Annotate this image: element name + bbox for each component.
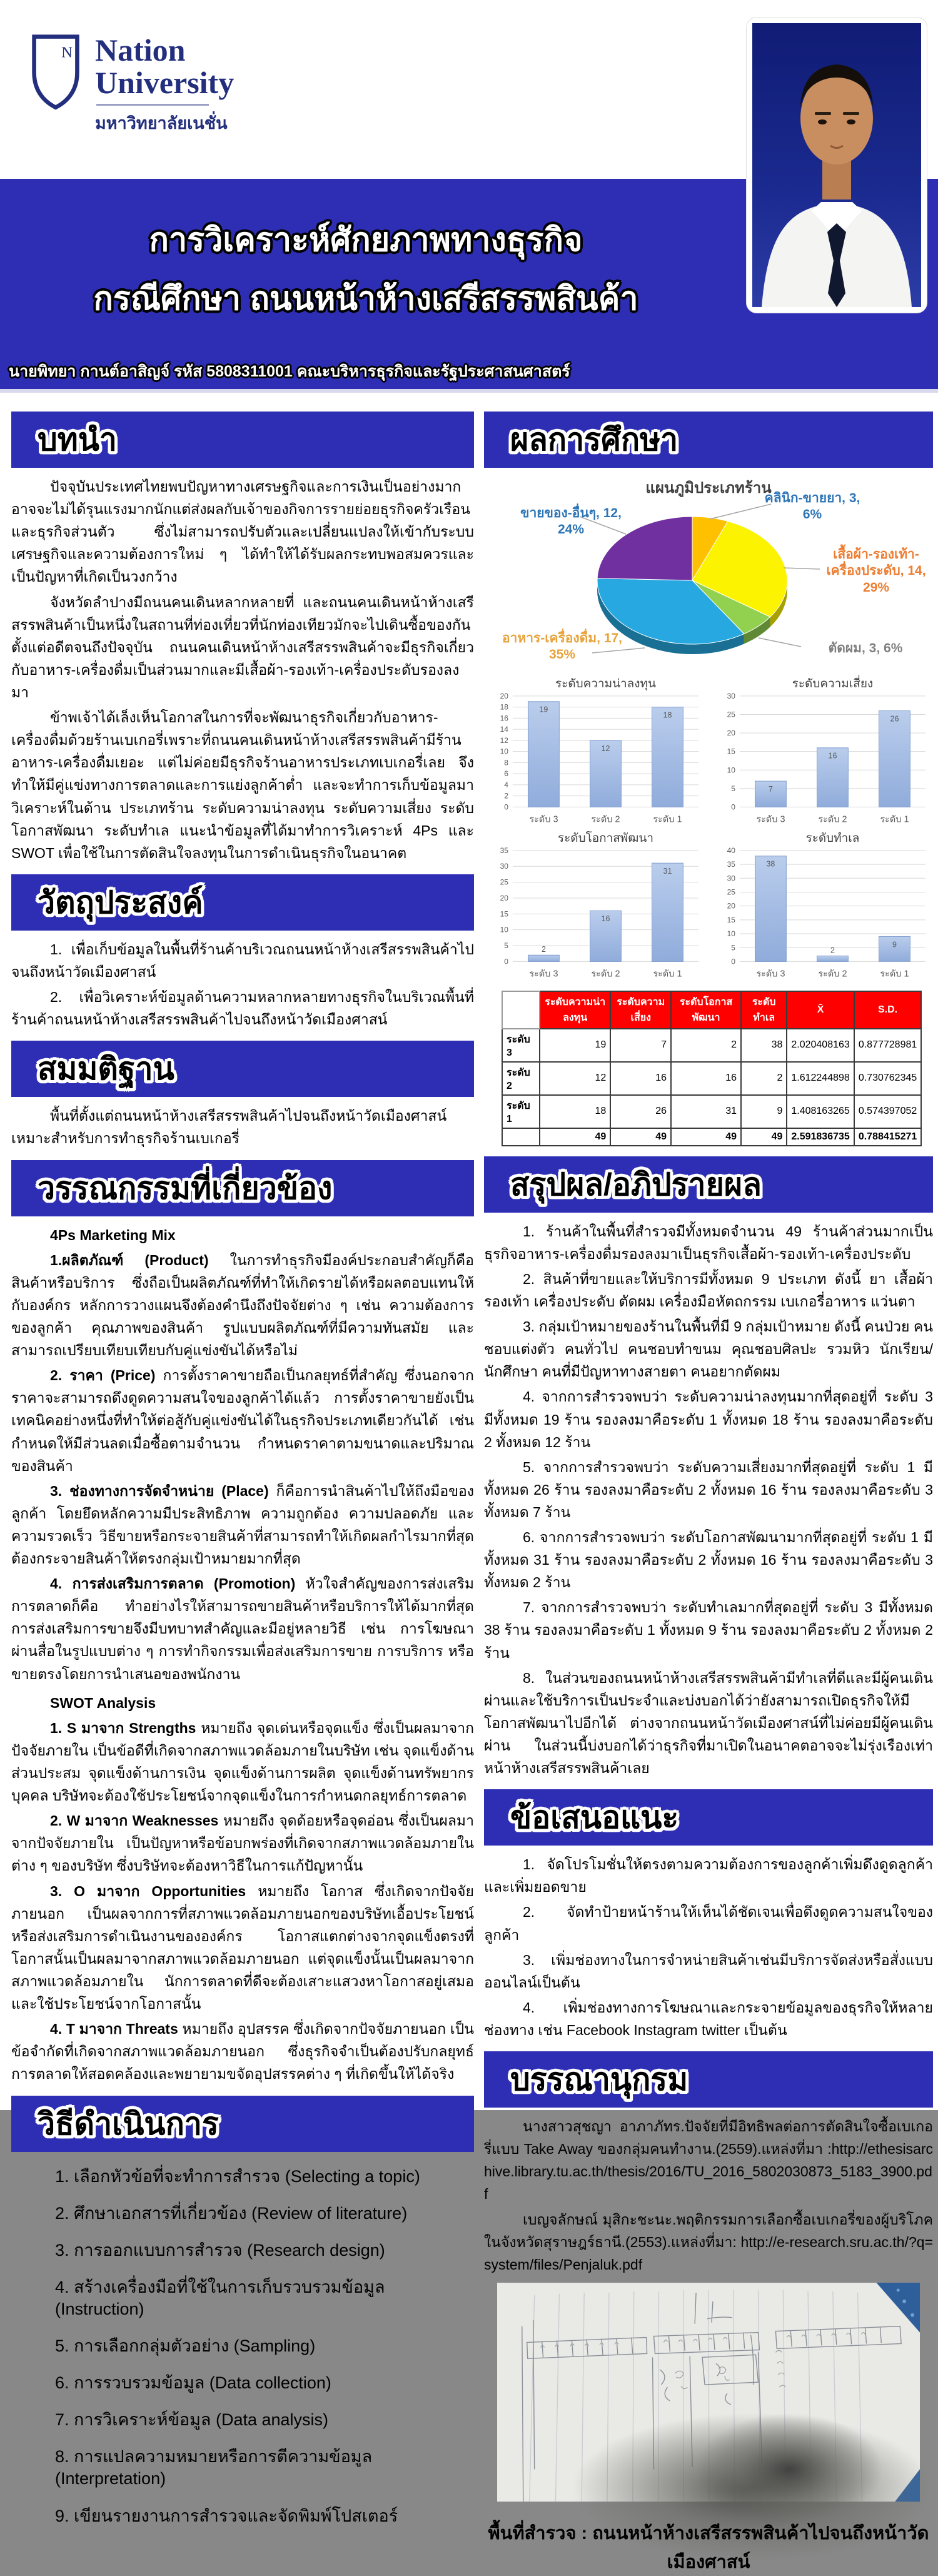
svg-text:20: 20	[727, 729, 735, 738]
svg-text:12: 12	[500, 735, 508, 745]
paragraph: ปัจจุบันประเทศไทยพบปัญหาทางเศรษฐกิจและการเงินเป็นอย่างมาก อาจจะไม่ได้รุนแรงมากนักแต่ส่งผลกับเจ้าของกิจการรายย่อยธุรกิจครัวเรือนและธุรกิจส่วนตัว ซึ่งไม่สามารถปรับตัวและเปลี่ยนแปลงให้เข้ากับระบบเศรษฐกิจและความต้องการใหม่ ๆ ได้ทำให้ได้รับผลกระทบพอสมควรและเป็นปัญหาที่เกิดเป็นวงกว้าง	[11, 478, 474, 585]
bibliography-text	[484, 2115, 933, 2276]
suggestion-item: 4. เพิ่มช่องทางการโฆษณาและกระจายข้อมูลของธุรกิจให้หลายช่องทาง เช่น Facebook Instagram twitter เป็นต้น	[484, 1999, 933, 2039]
svg-text:25: 25	[727, 710, 735, 719]
svg-text:38: 38	[766, 860, 775, 869]
bar	[755, 856, 787, 962]
svg-text:5: 5	[504, 941, 508, 951]
section-heading-label: ข้อเสนอแนะ	[510, 1800, 679, 1836]
method-step: 6. การรวบรวมข้อมูล (Data collection)	[55, 2373, 331, 2393]
svg-text:20: 20	[500, 691, 508, 700]
table-header-cell: X̄	[787, 991, 854, 1029]
table-cell: 19	[540, 1029, 610, 1062]
logo-name-line2: University	[95, 65, 234, 100]
svg-text:30: 30	[500, 862, 508, 871]
table-cell: 1.612244898	[787, 1062, 854, 1095]
bar-chart-risk	[712, 677, 932, 827]
table-cell: 49	[741, 1128, 787, 1146]
section-heading-method	[11, 2096, 474, 2152]
svg-text:30: 30	[727, 874, 735, 883]
table-cell: 49	[610, 1128, 671, 1146]
item-lead: 4. การส่งเสริมการตลาด (Promotion)	[50, 1575, 296, 1592]
section-heading-results	[484, 412, 933, 468]
svg-text:ระดับ 2: ระดับ 2	[591, 814, 620, 825]
paragraph	[11, 1364, 474, 1477]
svg-text:ระดับ 3: ระดับ 3	[756, 969, 785, 979]
item-lead: 1.ผลิตภัณฑ์ (Product)	[50, 1251, 209, 1268]
author-line: นายพิทยา กานต์อาสิญจ์ รหัส 5808311001 คณะบริหารธุรกิจและรัฐประศาสนศาสตร์	[9, 363, 570, 380]
list-item: 2. เพื่อวิเคราะห์ข้อมูลด้านความหลากหลายทางธุรกิจในบริเวณพื้นที่ร้านค้าถนนหน้าห้างเสรีสรรพสินค้าไปจนถึงหน้าวัดเมืองศาสน์	[11, 989, 474, 1028]
list-item: 1. เพื่อเก็บข้อมูลในพื้นที่ร้านค้าบริเวณถนนหน้าห้างเสรีสรรพสินค้าไปจนถึงหน้าวัดเมืองศาสน์	[11, 941, 474, 980]
survey-sketch-photo	[497, 2282, 920, 2502]
svg-text:8: 8	[504, 758, 508, 767]
table-cell: 1.408163265	[787, 1095, 854, 1128]
section-heading-label: สมมติฐาน	[38, 1051, 174, 1087]
section-heading-label: วิธีดำเนินการ	[38, 2106, 219, 2141]
student-portrait-image	[752, 23, 921, 307]
intro-text	[11, 475, 474, 864]
bar	[528, 702, 560, 807]
svg-text:19: 19	[539, 705, 548, 714]
pie-slice-label: ขายของ-อื่นๆ, 12, 24%	[520, 506, 622, 537]
summary-item: 5. จากการสำรวจพบว่า ระดับความเสี่ยงมากที่สุดอยู่ที่ ระดับ 1 มีทั้งหมด 26 ร้าน รองลงมาคือระดับ 2 ทั้งหมด 16 ร้าน รองลงมาคือระดับ 3 ทั้งหมด 7 ร้าน	[484, 1458, 933, 1520]
student-photo	[747, 18, 927, 313]
item-lead: 4. T มาจาก Threats	[50, 2021, 178, 2038]
svg-text:N: N	[61, 44, 73, 61]
svg-text:5: 5	[731, 943, 735, 952]
svg-text:9: 9	[892, 940, 897, 949]
svg-text:20: 20	[727, 901, 735, 911]
svg-text:16: 16	[601, 914, 610, 924]
bar-chart-location	[712, 832, 932, 981]
item-body: หัวใจสำคัญของการส่งเสริมการตลาดก็คือ ทำอย่างไรให้สามารถขายสินค้าหรือบริการให้ได้มากที่สุด การส่งเสริมการขายจึงมีบทบาทสำคัญและมีอยู่หลายวิธี เช่น การโฆษณาผ่านสื่อในรูปแบบต่าง ๆ การทำกิจกรรมเพื่อส่งเสริมการขาย การบริการ หรือขายตรงโดยการนำเสนอของพนักงาน	[11, 1575, 474, 1682]
paragraph: ข้าพเจ้าได้เล็งเห็นโอกาสในการที่จะพัฒนาธุรกิจเกี่ยวกับอาหาร-เครื่องดื่มด้วยร้านเบเกอรี่เพราะที่ถนนคนเดินหน้าห้างเสรีสรรพสินค้ามีร้านอาหาร-เครื่องดื่มเยอะ แต่ไม่ค่อยมีธุรกิจร้านอาหารประเภทเบเกอรี่เลย จึงทำให้มีคู่แข่งทางการตลาดและการแย่งลูกค้าต่ำ และจะทำการเก็บข้อมูลมาวิเคราะห์ในด้าน ประเภทร้าน ระดับความน่าลงทุน ระดับความเสี่ยง ระดับโอกาสพัฒนา ระดับทำเล แนะนำข้อมูลที่ได้มาทำการวิเคราะห์ 4Ps และ SWOT เพื่อใช้ในการตัดสินใจลงทุนในการดำเนินธุรกิจในอนาคต	[11, 709, 474, 861]
svg-text:20: 20	[500, 894, 508, 903]
table-cell: 0.788415271	[854, 1128, 921, 1146]
left-column	[11, 402, 474, 2576]
svg-text:31: 31	[663, 867, 672, 876]
bar-chart-svg	[485, 832, 705, 981]
table-cell: 49	[671, 1128, 741, 1146]
section-heading-objectives	[11, 874, 474, 931]
svg-text:ระดับ 2: ระดับ 2	[591, 969, 620, 979]
item-lead: 2. W มาจาก Weaknesses	[50, 1812, 219, 1829]
survey-sketch-image	[497, 2282, 920, 2502]
bar	[817, 956, 849, 962]
section-heading-label: ผลการศึกษา	[510, 422, 678, 457]
summary-item: 1. ร้านค้าในพื้นที่สำรวจมีทั้งหมดจำนวน 49 ร้านค้าส่วนมากเป็นธุรกิจอาหาร-เครื่องดื่มรองลงมาเป็นธุรกิจเสื้อผ้า-รองเท้า-เครื่องประดับ	[484, 1223, 933, 1262]
paragraph	[11, 1572, 474, 1685]
svg-text:2: 2	[830, 946, 835, 955]
section-heading-hypothesis	[11, 1041, 474, 1097]
svg-text:12: 12	[601, 744, 610, 753]
section-heading-label: วรรณกรรมที่เกี่ยวข้อง	[38, 1170, 333, 1206]
table-cell: 38	[741, 1029, 787, 1062]
poster-title-line1: การวิเคราะห์ศักยภาพทางธุรกิจ	[149, 222, 583, 258]
section-heading-label: วัตถุประสงค์	[38, 884, 203, 920]
summary-item: 7. จากการสำรวจพบว่า ระดับทำเลมากที่สุดอยู่ที่ ระดับ 3 มีทั้งหมด 38 ร้าน รองลงมาคือระดับ 1 ทั้งหมด 9 ร้าน รองลงมาคือระดับ 2 ทั้งหมด 2 ร้าน	[484, 1599, 933, 1661]
paragraph	[11, 1249, 474, 1362]
svg-text:25: 25	[500, 877, 508, 887]
item-body: ก็คือการนำสินค้าไปให้ถึงมือของลูกค้า โดยยึดหลักความมีประสิทธิภาพ ความถูกต้อง ความปลอดภัย และความรวดเร็ว วิธีขายหรือกระจายสินค้าที่สามารถทำให้เกิดผลกำไรมากที่สุด ต้องกระจายสินค้าให้ตรงกลุ่มเป้าหมายมากที่สุด	[11, 1482, 474, 1567]
method-step: 4. สร้างเครื่องมือที่ใช้ในการเก็บรวบรวมข้อมูล (Instruction)	[55, 2277, 385, 2318]
table-cell: 26	[610, 1095, 671, 1128]
svg-text:ระดับ 3: ระดับ 3	[756, 814, 785, 825]
poster-title-line2: กรณีศึกษา ถนนหน้าห้างเสรีสรรพสินค้า	[93, 281, 638, 317]
table-header-cell: ระดับความน่าลงทุน	[540, 991, 610, 1029]
method-step: 2. ศึกษาเอกสารที่เกี่ยวข้อง (Review of literature)	[55, 2203, 408, 2223]
section-heading-summary	[484, 1156, 933, 1213]
section-heading-label: สรุปผล/อภิปรายผล	[510, 1166, 762, 1202]
table-cell: 2.020408163	[787, 1029, 854, 1062]
section-heading-suggestions	[484, 1789, 933, 1846]
svg-text:2: 2	[541, 945, 546, 954]
summary-item: 8. ในส่วนของถนนหน้าห้างเสรีสรรพสินค้ามีทำเลที่ดีและมีผู้คนเดินผ่านและใช้บริการเป็นประจำและบ่งบอกได้ว่ายังสามารถเปิดธุรกิจให้มีโอกาสพัฒนาไปอีกได้ ต่างจากถนนหน้าวัดเมืองศาสน์ที่ไม่ค่อยมีผู้คนเดินผ่าน ในส่วนนี้บ่งบอกได้ว่าธุรกิจที่มาเปิดในอนาคตอาจจะไม่รุ่งเรืองเท่าหน้าห้างเสรีสรรพสินค้าเลย	[484, 1669, 933, 1777]
svg-text:ระดับ 2: ระดับ 2	[818, 969, 847, 979]
item-lead: 3. ช่องทางการจัดจำหน่าย (Place)	[50, 1482, 269, 1499]
section-heading-literature	[11, 1160, 474, 1216]
content-columns	[0, 393, 938, 2576]
svg-text:ระดับทำเล: ระดับทำเล	[805, 832, 860, 846]
method-step: 9. เขียนรายงานการสำรวจและจัดพิมพ์โปสเตอร์	[55, 2506, 398, 2525]
table-cell: 16	[671, 1062, 741, 1095]
paragraph: พื้นที่ตั้งแต่ถนนหน้าห้างเสรีสรรพสินค้าไปจนถึงหน้าวัดเมืองศาสน์ เหมาะสำหรับการทำธุรกิจร้านเบเกอรี่	[11, 1108, 447, 1147]
logo-text	[95, 33, 234, 136]
table-header-cell: ระดับความเสี่ยง	[610, 991, 671, 1029]
table-cell	[502, 1128, 540, 1146]
bar	[652, 707, 683, 807]
bar-chart-svg	[712, 677, 932, 827]
svg-text:7: 7	[768, 784, 773, 794]
svg-text:0: 0	[504, 802, 508, 812]
suggestion-item: 3. เพิ่มช่องทางในการจำหน่ายสินค้าเช่นมีบริการจัดส่งหรือสั่งแบบออนไลน์เป็นต้น	[484, 1951, 933, 1991]
table-cell: 49	[540, 1128, 610, 1146]
svg-text:16: 16	[828, 751, 837, 760]
bar-charts-grid	[485, 677, 932, 982]
svg-text:ระดับ 3: ระดับ 3	[529, 969, 558, 979]
table-header-cell	[502, 991, 540, 1029]
svg-text:26: 26	[890, 714, 899, 724]
svg-text:ระดับความน่าลงทุน: ระดับความน่าลงทุน	[555, 677, 656, 690]
svg-text:10: 10	[500, 925, 508, 934]
item-body: หมายถึง จุดด้อยหรือจุดอ่อน ซึ่งเป็นผลมาจากปัจจัยภายใน เป็นปัญหาหรือข้อบกพร่องที่เกิดจากสภาพแวดล้อมภายในต่าง ๆ ของบริษัท ซึ่งบริษัทจะต้องหาวิธีในการแก้ปัญหานั้น	[11, 1812, 474, 1874]
item-body: หมายถึง โอกาส ซึ่งเกิดจากปัจจัยภายนอก เป็นผลจากการที่สภาพแวดล้อมภายนอกของบริษัทเอื้อประโยชน์หรือส่งเสริมการดำเนินงานขององค์กร โอกาสแตกต่างจากจุดแข็งตรงที่โอกาสนั้นเป็นผลมาจากสภาพแวดล้อมภายนอก แต่จุดแข็งนั้นเป็นผลมาจากสภาพแวดล้อมภายใน นักการตลาดที่ดีจะต้องเสาะแสวงหาโอกาสอยู่เสมอ และใช้ประโยชน์จากโอกาสนั้น	[11, 1882, 474, 2013]
section-heading-intro	[11, 412, 474, 468]
suggestions-text	[484, 1853, 933, 2041]
svg-text:0: 0	[504, 957, 508, 966]
svg-text:ระดับความเสี่ยง: ระดับความเสี่ยง	[792, 677, 874, 690]
table-cell: 2.591836735	[787, 1128, 854, 1146]
logo-underline	[96, 104, 209, 106]
pie-chart-title: แผนภูมิประเภทร้าน	[645, 480, 772, 497]
objectives-text	[11, 938, 474, 1031]
svg-text:15: 15	[500, 909, 508, 919]
item-body: การตั้งราคาขายถือเป็นกลยุทธ์ที่สำคัญ ซึ่งนอกจากราคาจะสามารถดึงดูดความสนใจของลูกค้าได้แล้ว การตั้งราคาขายยังเป็นเทคนิคอย่างหนึ่งที่ทำให้ต่อสู้กับคู่แข่งขันได้ในธุรกิจประเภทเดียวกันได้ เช่น กำหนดให้มีส่วนลดเมื่อซื้อตามจำนวน กำหนดราคาตามขนาดและปริมาณของสินค้า	[11, 1367, 474, 1474]
paragraph: จังหวัดลำปางมีถนนคนเดินหลากหลายที่ และถนนคนเดินหน้าห้างเสรีสรรพสินค้าเป็นหนึ่งในสถานที่ท่องเที่ยวที่นักท่องเทียวมักจะไปเดินซื้อของกันตั้งแต่อดีตจนถึงปัจจุบัน ถนนคนเดินหน้าห้างเสรีสรรพสินค้าจะมีธุรกิจเกี่ยวกับอาหาร-เครื่องดื่มเป็นส่วนมากและมีเสื้อผ้า-รองเท้า-เครื่องประดับรองลงมา	[11, 593, 474, 700]
bar-chart-opportunity	[485, 832, 705, 981]
results-table-wrap	[502, 991, 930, 1146]
pie-slice-label: ตัดผม, 3, 6%	[828, 641, 903, 655]
item-lead: 2. ราคา (Price)	[50, 1367, 156, 1384]
section-heading-label: บรรณานุกรม	[510, 2062, 688, 2098]
university-logo	[30, 33, 234, 136]
item-lead: 3. O มาจาก Opportunities	[50, 1882, 246, 1899]
summary-item: 6. จากการสำรวจพบว่า ระดับโอกาสพัฒนามากที่สุดอยู่ที่ ระดับ 1 มีทั้งหมด 31 ร้าน รองลงมาคือระดับ 2 ทั้งหมด 16 ร้าน รองลงมาคือระดับ 3 ทั้งหมด 2 ร้าน	[484, 1529, 933, 1591]
svg-text:ระดับ 3: ระดับ 3	[529, 814, 558, 825]
svg-text:ระดับ 1: ระดับ 1	[653, 814, 682, 825]
method-step: 5. การเลือกกลุ่มตัวอย่าง (Sampling)	[55, 2336, 316, 2356]
svg-text:4: 4	[504, 780, 508, 789]
photo-caption: พื้นที่สำรวจ : ถนนหน้าห้างเสรีสรรพสินค้าไปจนถึงหน้าวัดเมืองศาสน์	[488, 2523, 929, 2572]
svg-text:ระดับ 2: ระดับ 2	[818, 814, 847, 825]
pie-slice-label: อาหาร-เครื่องดื่ม, 17, 35%	[502, 631, 623, 662]
table-cell: 9	[741, 1095, 787, 1128]
svg-text:25: 25	[727, 887, 735, 897]
table-cell: ระดับ 3	[502, 1029, 540, 1062]
item-body: ในการทำธุรกิจมีองค์ประกอบสำคัญก็คือ สินค้าหรือบริการ ซึ่งถือเป็นผลิตภัณฑ์ที่ทำให้เกิดรายได้หรือผลตอบแทนให้กับองค์กร หลักการวางแผนจึงต้องคำนึงถึงปัจจัยต่าง ๆ เช่น ความต้องการของลูกค้า คุณภาพของสินค้า รูปแบบผลิตภัณฑ์ที่มีความทันสมัย และสามารถเปรียบเทียบเทียบกับคู่แข่งขันได้หรือไม่	[11, 1251, 474, 1359]
literature-text	[11, 1224, 474, 2086]
paragraph	[11, 2018, 474, 2085]
summary-item: 2. สินค้าที่ขายและให้บริการมีทั้งหมด 9 ประเภท ดังนี้ ยา เสื้อผ้า รองเท้า เครื่องประดับ ตัดผม เครื่องมือหัตถกรรม เบเกอรี่อาหาร แว่นตา	[484, 1270, 933, 1310]
svg-text:15: 15	[727, 747, 735, 756]
table-cell: 0.730762345	[854, 1062, 921, 1095]
item-lead: 1. S มาจาก Strengths	[50, 1719, 196, 1736]
svg-text:10: 10	[500, 747, 508, 756]
table-cell: 16	[610, 1062, 671, 1095]
svg-text:5: 5	[731, 784, 735, 793]
svg-text:0: 0	[731, 802, 735, 812]
item-body: หมายถึง อุปสรรค ซึ่งเกิดจากปัจจัยภายนอก เป็นข้อจำกัดที่เกิดจากสภาพแวดล้อมภายนอก ซึ่งธุรกิจจำเป็นต้องปรับกลยุทธ์การตลาดให้สอดคล้องและพยายามขจัดอุปสรรคต่าง ๆ ที่เกิดขึ้นให้ได้จริง	[11, 2021, 474, 2083]
svg-text:ระดับโอกาสพัฒนา: ระดับโอกาสพัฒนา	[557, 832, 653, 846]
method-steps	[11, 2166, 474, 2527]
table-cell: ระดับ 2	[502, 1062, 540, 1095]
svg-text:16: 16	[500, 714, 508, 723]
svg-text:15: 15	[727, 916, 735, 925]
pie-slice-label: คลินิก-ขายยา, 3, 6%	[764, 491, 860, 522]
table-cell: 0.574397052	[854, 1095, 921, 1128]
method-step: 3. การออกแบบการสำรวจ (Research design)	[55, 2240, 385, 2260]
svg-text:18: 18	[663, 710, 672, 720]
table-cell: 0.877728981	[854, 1029, 921, 1062]
table-header-cell: ระดับโอกาสพัฒนา	[671, 991, 741, 1029]
bar-chart-svg	[485, 677, 705, 827]
svg-text:6: 6	[504, 769, 508, 779]
bar	[528, 956, 560, 962]
svg-text:10: 10	[727, 929, 735, 939]
svg-text:ระดับ 1: ระดับ 1	[880, 969, 909, 979]
suggestion-item: 1. จัดโปรโมชั่นให้ตรงตามความต้องการของลูกค้าเพิ่มดึงดูดลูกค้าและเพิ่มยอดขาย	[484, 1856, 933, 1896]
table-header-cell: S.D.	[854, 991, 921, 1029]
paragraph	[11, 1809, 474, 1877]
summary-item: 4. จากการสำรวจพบว่า ระดับความน่าลงทุนมากที่สุดอยู่ที่ ระดับ 3 มีทั้งหมด 19 ร้าน รองลงมาคือระดับ 1 ทั้งหมด 18 ร้าน รองลงมาคือระดับ 2 ทั้งหมด 12 ร้าน	[484, 1388, 933, 1450]
pie-slice-label: เสื้อผ้า-รองเท้า-เครื่องประดับ, 14, 29%	[826, 547, 926, 595]
bar-chart-investment	[485, 677, 705, 827]
results-table	[502, 991, 922, 1146]
svg-text:35: 35	[727, 860, 735, 869]
table-cell: 18	[540, 1095, 610, 1128]
svg-text:35: 35	[500, 846, 508, 856]
table-cell: 2	[741, 1062, 787, 1095]
svg-text:0: 0	[731, 957, 735, 966]
subheading-4ps: 4Ps Marketing Mix	[50, 1226, 176, 1243]
paragraph	[11, 1480, 474, 1570]
svg-text:14: 14	[500, 725, 508, 734]
svg-text:2: 2	[504, 791, 508, 801]
suggestion-item: 2. จัดทำป้ายหน้าร้านให้เห็นได้ชัดเจนเพื่อดึงดูดความสนใจของลูกค้า	[484, 1904, 933, 1943]
bar-chart-svg	[712, 832, 932, 981]
table-cell: 12	[540, 1062, 610, 1095]
logo-shield-icon	[30, 33, 81, 113]
summary-item: 3. กลุ่มเป้าหมายของร้านในพื้นที่มี 9 กลุ่มเป้าหมาย ดังนี้ คนป่วย คนชอบแต่งตัว คนทั่วไป คนชอบทำขนม คุณชอบศิลปะ รวมหิว นักเรียน/นักศึกษา คนที่มีปัญหาทางสายตา คนอยากตัดผม	[484, 1318, 933, 1380]
bar	[652, 863, 683, 961]
svg-text:ระดับ 1: ระดับ 1	[880, 814, 909, 825]
method-step: 1. เลือกหัวข้อที่จะทำการสำรวจ (Selecting a topic)	[55, 2166, 420, 2186]
svg-text:ระดับ 1: ระดับ 1	[653, 969, 682, 979]
svg-text:30: 30	[727, 691, 735, 700]
svg-text:40: 40	[727, 846, 735, 856]
section-heading-label: บทนำ	[38, 422, 117, 457]
method-step: 8. การแปลความหมายหรือการตีความข้อมูล (Interpretation)	[55, 2447, 373, 2488]
summary-text	[484, 1220, 933, 1780]
subheading-swot: SWOT Analysis	[50, 1694, 156, 1711]
hypothesis-text	[11, 1104, 474, 1149]
svg-text:18: 18	[500, 702, 508, 712]
table-cell: 2	[671, 1029, 741, 1062]
method-step: 7. การวิเคราะห์ข้อมูล (Data analysis)	[55, 2410, 329, 2430]
section-heading-bibliography	[484, 2051, 933, 2108]
table-cell: 31	[671, 1095, 741, 1128]
bibliography-entry: เบญจลักษณ์ มุสิกะชะนะ.พฤติกรรมการเลือกซื้อเบเกอรี่ของผู้บริโภคในจังหวัดสุราษฎร์ธานี.(2553).แหล่งที่มา: http://e-research.sru.ac.th/?q=system/files/Penjaluk.pdf	[484, 2211, 933, 2273]
right-column	[484, 402, 933, 2576]
table-header-cell: ระดับทำเล	[741, 991, 787, 1029]
svg-text:10: 10	[727, 765, 735, 775]
bar	[879, 711, 910, 807]
table-cell: ระดับ 1	[502, 1095, 540, 1128]
table-cell: 7	[610, 1029, 671, 1062]
paragraph	[11, 1717, 474, 1807]
bibliography-entry: นางสาวสุชญา อาภาภัทร.ปัจจัยที่มีอิทธิพลต่อการตัดสินใจซื้อเบเกอรี่แบบ Take Away ของกลุ่มคนทำงาน.(2559).แหล่งที่มา :http://ethesisarchive.library.tu.ac.th/thesis/2016/TU_2016_5802030873_5183_3900.pdf	[484, 2118, 933, 2203]
pie-chart	[486, 475, 931, 672]
logo-name-thai: มหาวิทยาลัยเนชั่น	[95, 114, 228, 133]
logo-name-line1: Nation	[95, 33, 186, 68]
paragraph	[11, 1880, 474, 2016]
item-body: หมายถึง จุดเด่นหรือจุดแข็ง ซึ่งเป็นผลมาจากปัจจัยภายใน เป็นข้อดีที่เกิดจากสภาพแวดล้อมภายในบริษัท เช่น จุดแข็งด้านส่วนประสม จุดแข็งด้านการเงิน จุดแข็งด้านการผลิต จุดแข็งด้านทรัพยากรบุคคล บริษัทจะต้องใช้ประโยชน์จากจุดแข็งในการกำหนดกลยุทธ์การตลาด	[11, 1719, 474, 1804]
